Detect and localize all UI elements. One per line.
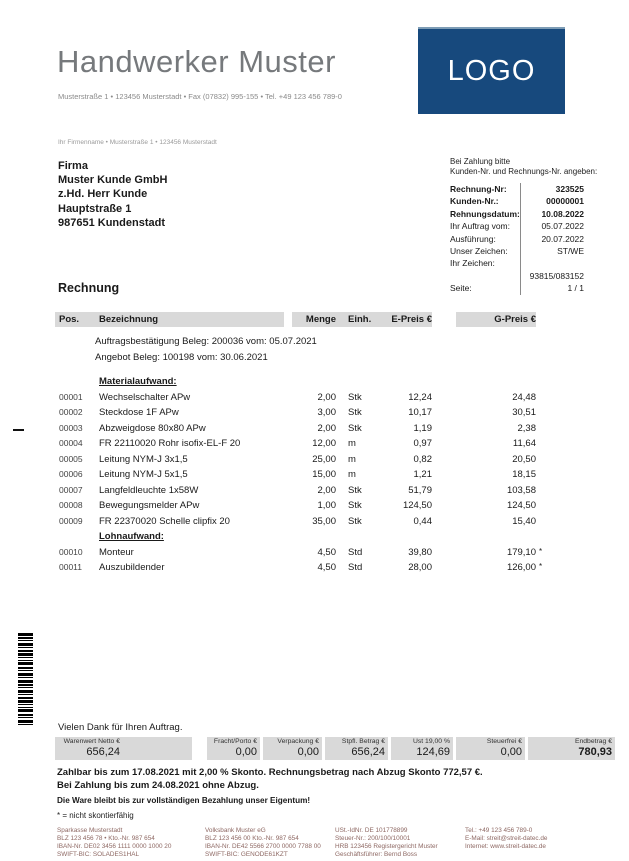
invoice-meta-row bbox=[450, 245, 584, 257]
item-column-gap bbox=[432, 498, 456, 514]
item-pos: 00003 bbox=[59, 422, 83, 433]
item-qty: 1,00 bbox=[317, 500, 336, 511]
totals-label: Ust 19,00 % bbox=[412, 738, 450, 745]
line-items-table bbox=[55, 312, 552, 576]
meta-label: Kunden-Nr.: bbox=[450, 196, 499, 207]
item-description: Langfeldleuchte 1x58W bbox=[99, 484, 199, 496]
table-row bbox=[55, 560, 552, 576]
totals-value: 0,00 bbox=[500, 746, 522, 758]
item-unit-price: 124,50 bbox=[402, 500, 432, 511]
meta-label: Seite: bbox=[450, 283, 472, 294]
totals-cell bbox=[55, 737, 192, 760]
table-row bbox=[55, 514, 552, 530]
item-pos bbox=[55, 374, 97, 390]
item-qty: 4,50 bbox=[317, 562, 336, 573]
invoice-meta-row bbox=[450, 208, 584, 220]
item-column-gap bbox=[432, 436, 456, 452]
item-pos: 00004 bbox=[59, 438, 83, 448]
table-row bbox=[55, 374, 552, 390]
table-row bbox=[55, 390, 552, 406]
totals-table bbox=[55, 737, 615, 760]
items-header-row bbox=[55, 312, 552, 327]
item-unit bbox=[336, 374, 382, 390]
item-unit: m bbox=[348, 453, 356, 465]
item-unit: m bbox=[348, 469, 356, 480]
item-no-discount-marker: * bbox=[539, 546, 543, 556]
item-no-discount-marker bbox=[536, 389, 552, 405]
meta-value: 00000001 bbox=[520, 195, 584, 207]
item-unit: Stk bbox=[348, 484, 362, 496]
item-description: Steckdose 1F APw bbox=[99, 407, 179, 418]
retention-of-title-line: Die Ware bleibt bis zur vollständigen Bezahlung unser Eigentum! bbox=[57, 796, 311, 805]
item-pos: 00011 bbox=[59, 562, 83, 572]
item-column-gap bbox=[432, 560, 456, 576]
item-pos: 00007 bbox=[59, 484, 83, 495]
footer-line: IBAN-Nr. DE02 3456 1111 0000 1000 20 bbox=[57, 842, 172, 850]
totals-value: 0,00 bbox=[235, 746, 257, 758]
item-description: Leitung NYM-J 3x1,5 bbox=[99, 453, 188, 465]
invoice-meta-row bbox=[450, 233, 584, 245]
company-logo bbox=[418, 27, 565, 114]
totals-cell bbox=[207, 737, 260, 760]
col-header-unit: Einh. bbox=[348, 314, 372, 325]
col-header-qty: Menge bbox=[305, 314, 336, 325]
meta-label: Rehnungsdatum: bbox=[450, 208, 520, 219]
col-header-unit-price: E-Preis € bbox=[391, 314, 432, 325]
due-date-line: Bei Zahlung bis zum 24.08.2021 ohne Abzug. bbox=[57, 780, 259, 791]
item-total-price: 20,50 bbox=[512, 453, 536, 465]
meta-value: ST/WE bbox=[520, 245, 584, 257]
item-unit: Stk bbox=[348, 391, 362, 403]
totals-cell bbox=[528, 737, 615, 760]
table-row bbox=[55, 452, 552, 468]
items-header-left-segment bbox=[55, 312, 284, 327]
recipient-address-line: 987651 Kundenstadt bbox=[58, 216, 165, 229]
table-row bbox=[55, 483, 552, 499]
company-name: Handwerker Muster bbox=[57, 44, 336, 79]
invoice-meta-row bbox=[450, 195, 584, 207]
meta-value: 323525 bbox=[520, 183, 584, 195]
item-unit-price: 39,80 bbox=[408, 546, 432, 558]
item-pos bbox=[55, 529, 97, 545]
payment-terms bbox=[57, 766, 483, 820]
footer-bank2 bbox=[205, 827, 335, 859]
item-total-price: 18,15 bbox=[512, 469, 536, 480]
item-total-price: 24,48 bbox=[512, 391, 536, 403]
invoice-meta-row bbox=[450, 257, 584, 269]
item-no-discount-marker bbox=[536, 404, 552, 420]
item-description: Monteur bbox=[99, 546, 134, 558]
items-header-mid-segment bbox=[292, 312, 432, 327]
meta-value: 93815/083152 bbox=[520, 270, 584, 282]
item-unit: Std bbox=[348, 546, 363, 558]
payment-reference-note bbox=[450, 157, 597, 177]
item-description: FR 22110020 Rohr isofix-EL-F 20 bbox=[99, 438, 241, 449]
footer-line: Geschäftsführer: Bernd Boss bbox=[335, 850, 418, 858]
item-unit-price: 0,97 bbox=[413, 438, 432, 449]
sender-return-address: Ihr Firmenname • Musterstraße 1 • 123456 Musterstadt bbox=[58, 139, 217, 146]
meta-value: 1 / 1 bbox=[520, 282, 584, 294]
totals-label: Warenwert Netto € bbox=[63, 738, 120, 745]
item-no-discount-marker bbox=[536, 466, 552, 482]
totals-label: Fracht/Porto € bbox=[213, 738, 257, 745]
totals-label: Endbetrag € bbox=[574, 738, 612, 745]
item-column-gap bbox=[432, 514, 456, 530]
item-qty bbox=[292, 374, 336, 390]
meta-label: Unser Zeichen: bbox=[450, 246, 508, 257]
footer-line: BLZ 123 456 78 • Kto.-Nr. 987 654 bbox=[57, 834, 155, 842]
item-pos: 00006 bbox=[59, 469, 83, 479]
totals-value: 656,24 bbox=[86, 746, 120, 758]
totals-value: 124,69 bbox=[416, 746, 450, 758]
company-contact-line: Musterstraße 1 • 123456 Musterstadt • Fax (07832) 995-155 • Tel. +49 123 456 789-0 bbox=[58, 92, 342, 101]
meta-value: 10.08.2022 bbox=[520, 208, 584, 220]
footer-bank1 bbox=[57, 827, 205, 859]
item-unit-price: 1,21 bbox=[413, 469, 432, 480]
meta-value: 05.07.2022 bbox=[520, 220, 584, 232]
item-qty: 4,50 bbox=[317, 546, 336, 558]
meta-label: Ausführung: bbox=[450, 233, 496, 244]
meta-value bbox=[520, 257, 584, 269]
skonto-line: Zahlbar bis zum 17.08.2021 mit 2,00 % Skonto. Rechnungsbetrag nach Abzug Skonto 772,57 €. bbox=[57, 767, 483, 778]
star-legend-line: * = nicht skontierfähig bbox=[57, 811, 134, 820]
item-total-price bbox=[456, 529, 536, 545]
item-unit: Stk bbox=[348, 500, 362, 511]
item-qty: 12,00 bbox=[312, 438, 336, 449]
invoice-meta-row bbox=[450, 282, 584, 294]
item-unit: m bbox=[348, 438, 356, 449]
item-no-discount-marker bbox=[536, 373, 552, 389]
footer-line: Sparkasse Musterstadt bbox=[57, 827, 123, 834]
item-qty: 35,00 bbox=[312, 515, 336, 527]
footer-line: HRB 123456 Registergericht Muster bbox=[335, 842, 438, 850]
col-header-pos: Pos. bbox=[59, 314, 80, 325]
meta-label: Ihr Zeichen: bbox=[450, 258, 495, 269]
table-row bbox=[55, 498, 552, 514]
item-description: Wechselschalter APw bbox=[99, 391, 191, 403]
item-unit-price: 10,17 bbox=[408, 407, 432, 418]
item-unit-price bbox=[382, 529, 432, 545]
totals-cell bbox=[263, 737, 322, 760]
footer-line: USt.-IdNr. DE 101778899 bbox=[335, 827, 408, 834]
reference-lines bbox=[55, 334, 552, 366]
recipient-address-line: z.Hd. Herr Kunde bbox=[58, 188, 148, 201]
invoice-meta-row bbox=[450, 270, 584, 282]
item-column-gap bbox=[432, 405, 456, 421]
item-description: Materialaufwand: bbox=[99, 376, 177, 387]
payment-note-line2: Kunden-Nr. und Rechnungs-Nr. angeben: bbox=[450, 167, 598, 176]
fold-mark bbox=[13, 429, 24, 431]
item-no-discount-marker bbox=[536, 497, 552, 513]
item-rows bbox=[55, 374, 552, 576]
footer-line: SWIFT-BIC: GENODE61KZT bbox=[205, 850, 288, 858]
col-header-star-spacer bbox=[536, 311, 552, 326]
recipient-address-line: Muster Kunde GmbH bbox=[58, 174, 168, 187]
item-qty: 2,00 bbox=[317, 484, 336, 496]
item-pos: 00009 bbox=[59, 515, 83, 526]
totals-value: 780,93 bbox=[578, 746, 612, 758]
footer bbox=[57, 827, 585, 859]
item-description: FR 22370020 Schelle clipfix 20 bbox=[99, 515, 230, 527]
reference-line: Auftragsbestätigung Beleg: 200036 vom: 05.07.2021 bbox=[95, 336, 317, 347]
footer-line: SWIFT-BIC: SOLADES1HAL bbox=[57, 850, 140, 858]
item-total-price: 2,38 bbox=[517, 422, 536, 434]
item-column-gap bbox=[432, 421, 456, 437]
col-header-description: Bezeichnung bbox=[99, 314, 159, 325]
payment-note-line1: Bei Zahlung bitte bbox=[450, 157, 511, 166]
meta-label: Rechnung-Nr: bbox=[450, 184, 507, 194]
item-unit: Std bbox=[348, 562, 363, 573]
item-unit-price: 28,00 bbox=[408, 562, 432, 573]
table-row bbox=[55, 545, 552, 561]
footer-line: E-Mail: streit@streit-datec.de bbox=[465, 834, 548, 842]
item-description: Bewegungsmelder APw bbox=[99, 500, 200, 511]
item-total-price: 179,10 bbox=[506, 546, 536, 558]
footer-line: Steuer-Nr.: 200/100/10001 bbox=[335, 834, 411, 842]
item-column-gap bbox=[432, 374, 456, 390]
item-total-price: 30,51 bbox=[512, 407, 536, 418]
document-title: Rechnung bbox=[58, 281, 120, 295]
item-unit-price: 0,82 bbox=[413, 453, 432, 465]
recipient-address-block bbox=[58, 159, 167, 230]
recipient-address-line: Hauptstraße 1 bbox=[58, 202, 132, 215]
item-no-discount-marker: * bbox=[539, 562, 543, 571]
item-qty: 3,00 bbox=[317, 407, 336, 418]
item-total-price: 103,58 bbox=[506, 484, 536, 496]
invoice-meta-row bbox=[450, 183, 584, 195]
table-row bbox=[55, 529, 552, 545]
item-total-price bbox=[456, 374, 536, 390]
item-qty: 25,00 bbox=[312, 453, 336, 465]
totals-label: Steuerfrei € bbox=[486, 738, 522, 745]
item-total-price: 15,40 bbox=[512, 515, 536, 527]
item-total-price: 124,50 bbox=[506, 500, 536, 511]
meta-label bbox=[450, 270, 520, 282]
table-row bbox=[55, 436, 552, 452]
footer-contact bbox=[465, 827, 585, 859]
footer-line: Volksbank Muster eG bbox=[205, 827, 266, 834]
item-column-gap bbox=[432, 467, 456, 483]
item-qty: 15,00 bbox=[312, 469, 336, 480]
logo-text: LOGO bbox=[447, 55, 536, 87]
item-unit: Stk bbox=[348, 407, 362, 418]
item-qty: 2,00 bbox=[317, 422, 336, 434]
totals-value: 656,24 bbox=[351, 746, 385, 758]
item-unit: Stk bbox=[348, 422, 362, 434]
footer-line: IBAN-Nr. DE42 5566 2700 0000 7788 00 bbox=[205, 842, 321, 850]
items-header-right-segment bbox=[456, 312, 536, 327]
item-description: Abzweigdose 80x80 APw bbox=[99, 422, 206, 434]
barcode bbox=[18, 633, 33, 727]
item-unit: Stk bbox=[348, 515, 362, 527]
item-total-price: 126,00 bbox=[506, 562, 536, 573]
item-pos: 00002 bbox=[59, 407, 83, 417]
item-unit-price: 51,79 bbox=[408, 484, 432, 496]
invoice-meta-row bbox=[450, 220, 584, 232]
totals-cell bbox=[325, 737, 388, 760]
item-pos: 00008 bbox=[59, 500, 83, 510]
footer-tax-registry bbox=[335, 827, 465, 859]
totals-label: Stpfl. Betrag € bbox=[341, 738, 385, 745]
item-pos: 00010 bbox=[59, 546, 83, 557]
item-description: Leitung NYM-J 5x1,5 bbox=[99, 469, 188, 480]
recipient-address-line: Firma bbox=[58, 160, 88, 172]
item-pos: 00005 bbox=[59, 453, 83, 464]
footer-line: Internet: www.streit-datec.de bbox=[465, 842, 546, 850]
table-row bbox=[55, 405, 552, 421]
totals-cell bbox=[456, 737, 525, 760]
meta-label: Ihr Auftrag vom: bbox=[450, 221, 510, 232]
item-no-discount-marker bbox=[536, 513, 552, 529]
item-unit-price: 12,24 bbox=[408, 391, 432, 403]
item-column-gap bbox=[432, 483, 456, 499]
table-row bbox=[55, 467, 552, 483]
reference-line: Angebot Beleg: 100198 vom: 30.06.2021 bbox=[95, 352, 268, 363]
footer-line: BLZ 123 456 00 Kto.-Nr. 987 654 bbox=[205, 834, 299, 842]
item-column-gap bbox=[432, 390, 456, 406]
table-row bbox=[55, 421, 552, 437]
totals-label: Verpackung € bbox=[277, 738, 319, 745]
item-total-price: 11,64 bbox=[512, 438, 536, 449]
item-no-discount-marker bbox=[536, 451, 552, 467]
item-pos: 00001 bbox=[59, 391, 83, 402]
item-column-gap bbox=[432, 529, 456, 545]
invoice-meta-table bbox=[450, 183, 584, 295]
item-no-discount-marker bbox=[536, 435, 552, 451]
item-qty: 2,00 bbox=[317, 391, 336, 403]
item-description: Lohnaufwand: bbox=[99, 531, 164, 542]
item-unit-price: 0,44 bbox=[413, 515, 432, 527]
totals-cell bbox=[391, 737, 453, 760]
item-column-gap bbox=[432, 545, 456, 561]
item-unit-price: 1,19 bbox=[413, 422, 432, 434]
item-column-gap bbox=[432, 452, 456, 468]
item-qty bbox=[292, 529, 336, 545]
thanks-line: Vielen Dank für Ihren Auftrag. bbox=[58, 722, 183, 733]
totals-value: 0,00 bbox=[297, 746, 319, 758]
item-no-discount-marker bbox=[536, 420, 552, 436]
item-unit bbox=[336, 529, 382, 545]
item-unit-price bbox=[382, 374, 432, 390]
item-description: Auszubildender bbox=[99, 562, 165, 573]
col-header-total-price: G-Preis € bbox=[494, 314, 536, 325]
footer-line: Tel.: +49 123 456 789-0 bbox=[465, 827, 533, 834]
meta-value: 20.07.2022 bbox=[520, 233, 584, 245]
item-no-discount-marker bbox=[536, 482, 552, 498]
item-no-discount-marker bbox=[536, 528, 552, 544]
